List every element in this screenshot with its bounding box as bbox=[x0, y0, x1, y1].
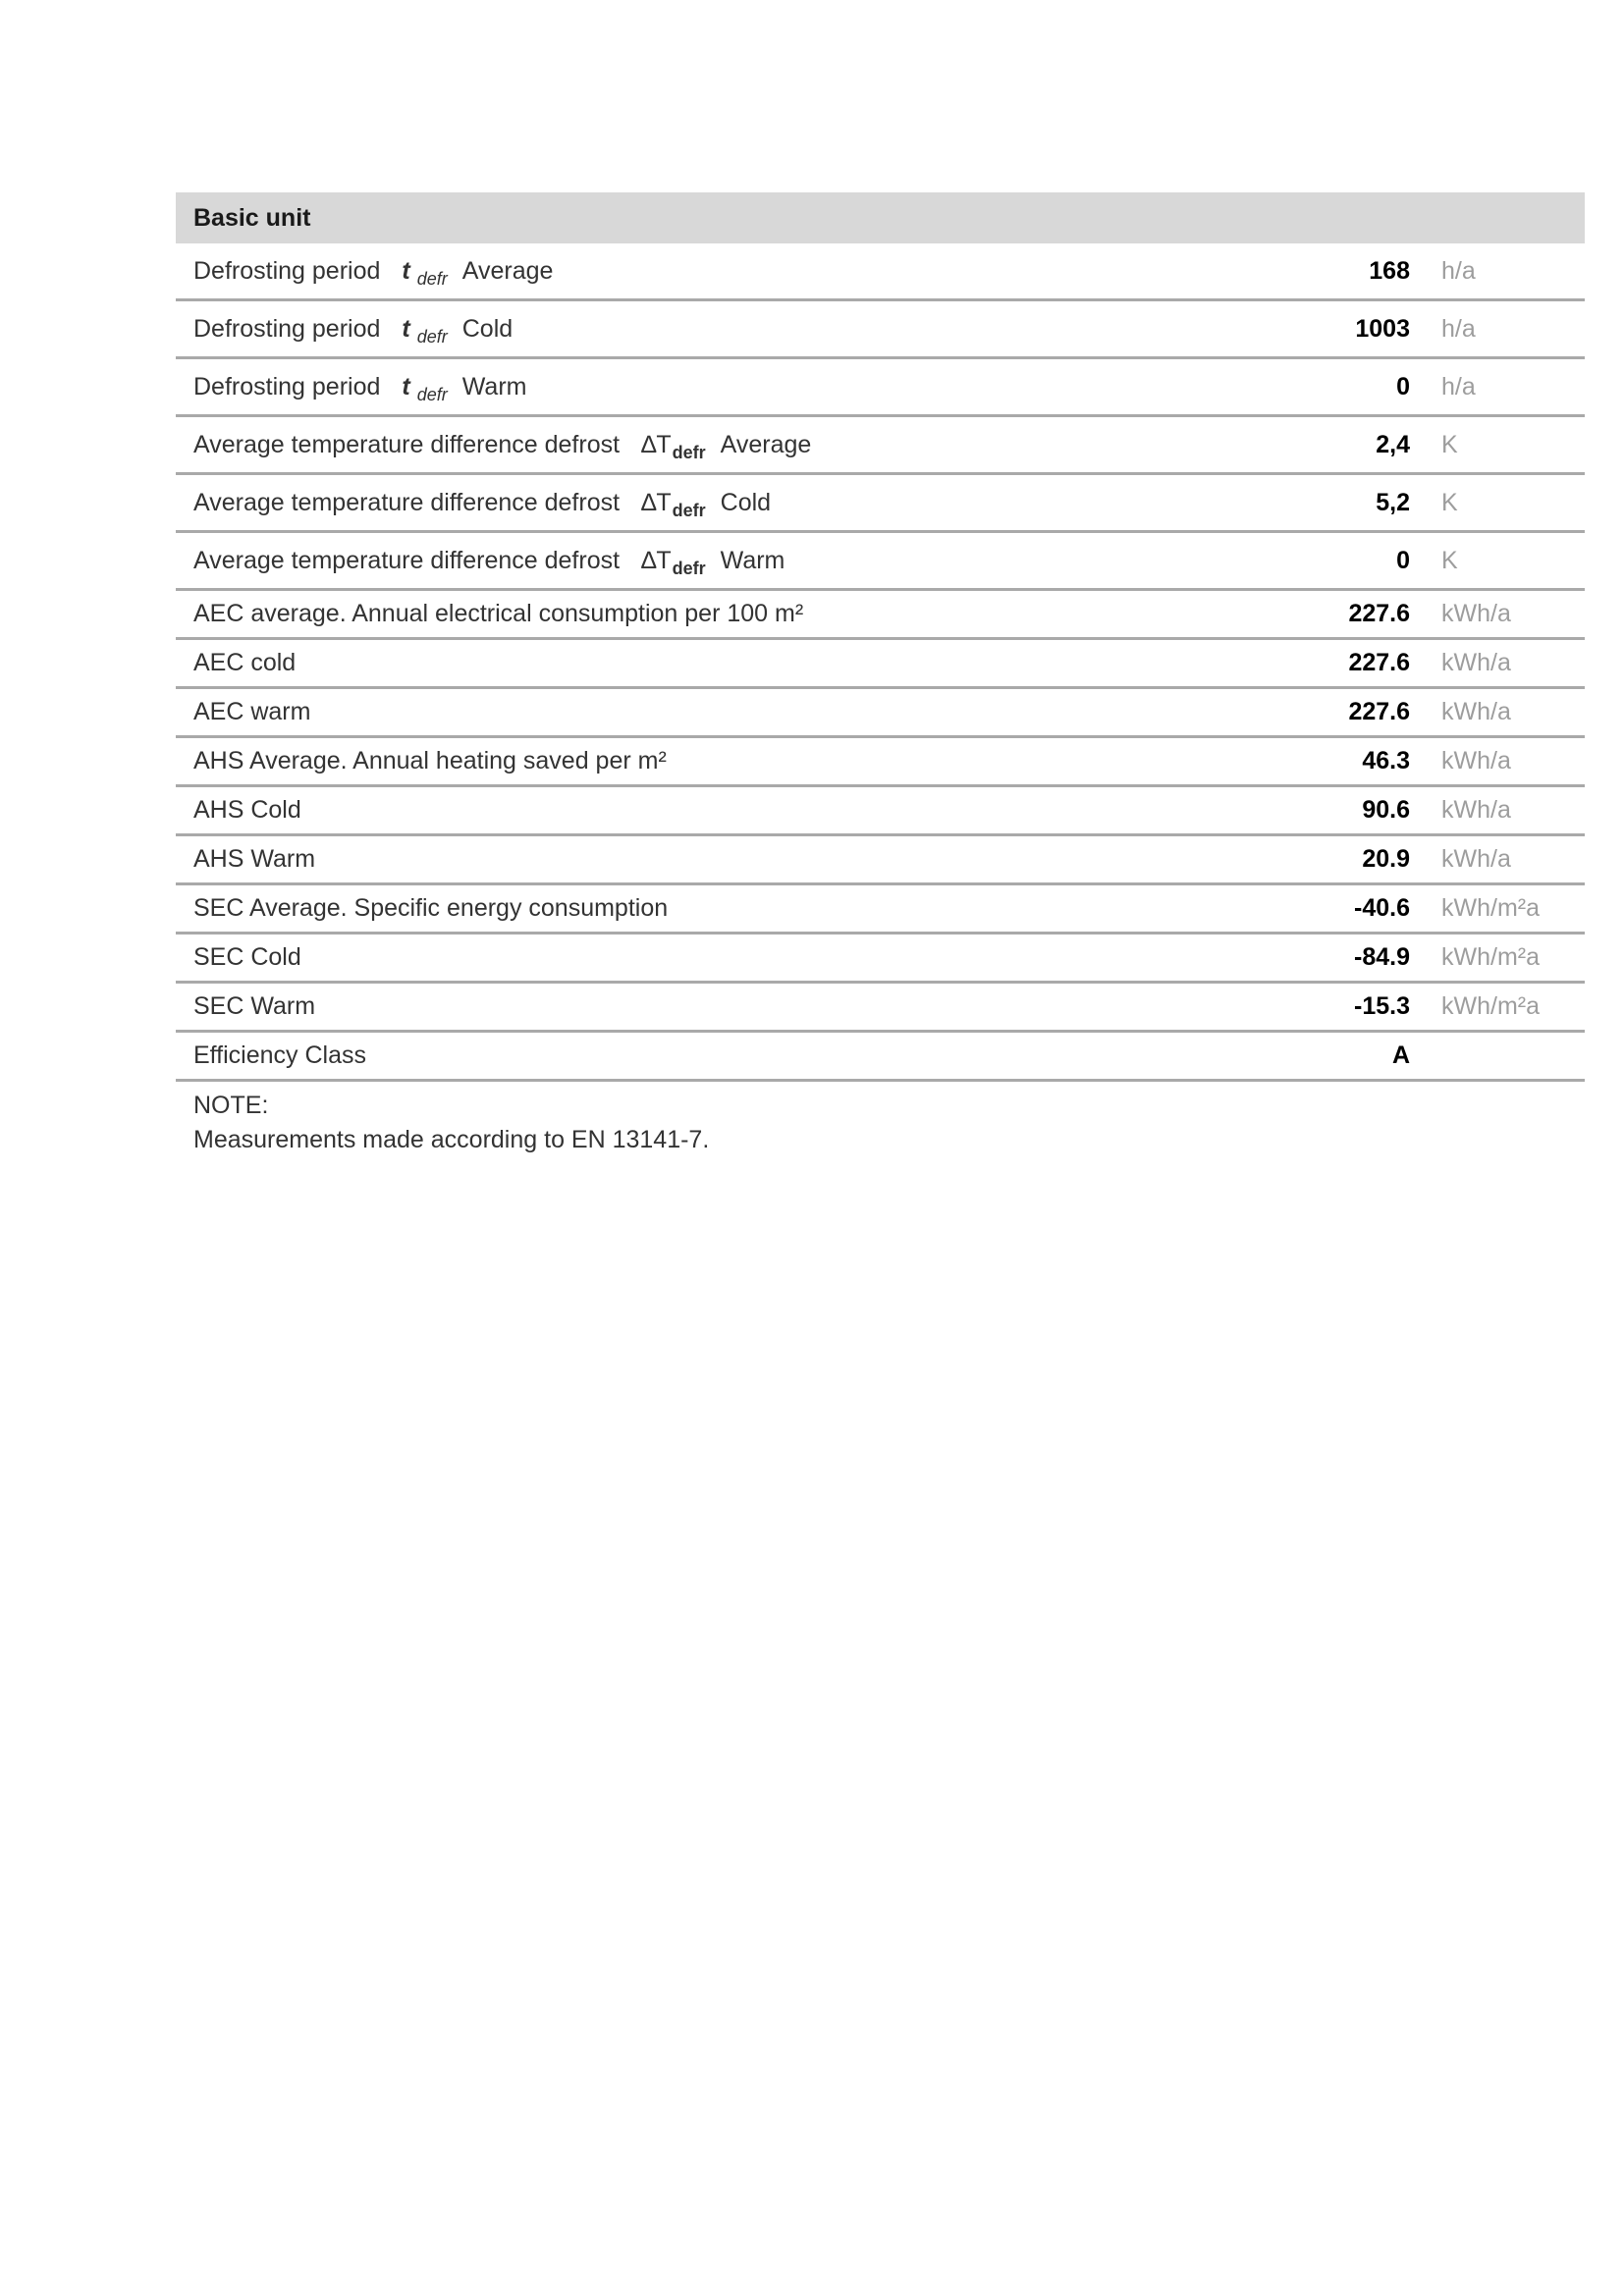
table-row bbox=[176, 640, 1585, 689]
row-qualifier: Cold bbox=[720, 488, 772, 516]
row-unit: kWh/a bbox=[1441, 698, 1511, 725]
formula-base: t bbox=[402, 372, 410, 400]
formula-symbol bbox=[641, 488, 706, 520]
row-unit: kWh/a bbox=[1441, 649, 1511, 676]
row-label-text: Average temperature difference defrost bbox=[193, 546, 621, 574]
row-label-text: SEC Warm bbox=[193, 992, 316, 1020]
row-value: 227.6 bbox=[1348, 698, 1410, 725]
row-label bbox=[193, 747, 1282, 775]
formula-base: t bbox=[402, 314, 410, 343]
row-qualifier: Average bbox=[720, 430, 812, 458]
row-value: 46.3 bbox=[1362, 747, 1410, 774]
table-row bbox=[176, 885, 1585, 934]
row-value: 5,2 bbox=[1376, 488, 1410, 516]
row-value: 1003 bbox=[1355, 314, 1410, 343]
row-label-text: Defrosting period bbox=[193, 314, 381, 343]
basic-unit-table bbox=[176, 192, 1585, 1157]
formula-subscript: defr bbox=[416, 326, 448, 347]
row-qualifier: Warm bbox=[461, 372, 527, 400]
table-row bbox=[176, 591, 1585, 640]
row-label-text: AEC warm bbox=[193, 698, 311, 725]
row-qualifier: Warm bbox=[720, 546, 785, 574]
row-label bbox=[193, 314, 1282, 347]
row-value: 20.9 bbox=[1362, 845, 1410, 873]
row-label-text: Defrosting period bbox=[193, 256, 381, 285]
formula-symbol bbox=[402, 372, 448, 404]
row-label bbox=[193, 845, 1282, 874]
row-value: 0 bbox=[1396, 546, 1410, 574]
formula-subscript: defr bbox=[672, 442, 706, 462]
row-value: -84.9 bbox=[1354, 943, 1410, 971]
row-value: -15.3 bbox=[1354, 992, 1410, 1020]
formula-subscript: defr bbox=[416, 268, 448, 289]
formula-subscript: defr bbox=[416, 384, 448, 404]
table-row bbox=[176, 533, 1585, 591]
note-text: Measurements made according to EN 13141-7. bbox=[193, 1126, 710, 1153]
table-row bbox=[176, 417, 1585, 475]
row-label-text: Defrosting period bbox=[193, 372, 381, 400]
formula-subscript: defr bbox=[672, 558, 706, 578]
note bbox=[193, 1089, 1585, 1157]
formula-symbol bbox=[641, 430, 706, 462]
table-header bbox=[176, 192, 1585, 243]
row-label bbox=[193, 943, 1282, 972]
row-label bbox=[193, 698, 1282, 726]
row-label bbox=[193, 600, 1282, 628]
formula-symbol bbox=[402, 256, 448, 289]
formula-symbol bbox=[402, 314, 448, 347]
formula-base: ∆T bbox=[641, 430, 672, 458]
row-label bbox=[193, 430, 1282, 462]
row-label-text: AEC average. Annual electrical consumption per 100 m² bbox=[193, 600, 804, 627]
row-label bbox=[193, 796, 1282, 825]
table-row bbox=[176, 689, 1585, 738]
formula-subscript: defr bbox=[672, 500, 706, 520]
row-label bbox=[193, 894, 1282, 923]
table-row bbox=[176, 984, 1585, 1033]
row-value: A bbox=[1391, 1041, 1410, 1069]
row-label-text: AEC cold bbox=[193, 649, 297, 676]
row-unit: kWh/a bbox=[1441, 600, 1511, 627]
row-unit: h/a bbox=[1441, 256, 1476, 285]
formula-base: t bbox=[402, 256, 410, 285]
row-qualifier: Cold bbox=[461, 314, 514, 343]
row-label bbox=[193, 372, 1282, 404]
row-unit: h/a bbox=[1441, 314, 1476, 343]
row-label-text: Efficiency Class bbox=[193, 1041, 366, 1069]
row-value: 227.6 bbox=[1348, 649, 1410, 676]
table-row bbox=[176, 301, 1585, 359]
row-label bbox=[193, 992, 1282, 1021]
table-header-title: Basic unit bbox=[193, 203, 311, 232]
row-value: 90.6 bbox=[1362, 796, 1410, 824]
formula-base: ∆T bbox=[641, 546, 672, 574]
row-label-text: Average temperature difference defrost bbox=[193, 488, 621, 516]
formula-symbol bbox=[641, 546, 706, 578]
row-label-text: SEC Average. Specific energy consumption bbox=[193, 894, 669, 922]
row-value: 227.6 bbox=[1348, 600, 1410, 627]
row-label bbox=[193, 256, 1282, 289]
row-label-text: AHS Warm bbox=[193, 845, 316, 873]
row-unit: K bbox=[1441, 488, 1458, 516]
formula-base: ∆T bbox=[641, 488, 672, 516]
row-unit: K bbox=[1441, 430, 1458, 458]
row-value: 0 bbox=[1396, 372, 1410, 400]
row-label-text: AHS Average. Annual heating saved per m² bbox=[193, 747, 667, 774]
table-row bbox=[176, 243, 1585, 301]
row-unit: kWh/a bbox=[1441, 796, 1511, 824]
row-unit: kWh/a bbox=[1441, 747, 1511, 774]
row-label-text: Average temperature difference defrost bbox=[193, 430, 621, 458]
row-unit: kWh/a bbox=[1441, 845, 1511, 873]
row-value: 2,4 bbox=[1376, 430, 1410, 458]
row-value: 168 bbox=[1369, 256, 1410, 285]
row-label-text: AHS Cold bbox=[193, 796, 301, 824]
table-rows bbox=[176, 243, 1585, 1082]
table-row bbox=[176, 836, 1585, 885]
note-label: NOTE: bbox=[193, 1092, 269, 1119]
row-unit: h/a bbox=[1441, 372, 1476, 400]
row-unit: kWh/m²a bbox=[1441, 992, 1540, 1020]
table-row bbox=[176, 934, 1585, 984]
table-row bbox=[176, 1033, 1585, 1082]
row-label bbox=[193, 1041, 1282, 1070]
table-row bbox=[176, 359, 1585, 417]
table-row bbox=[176, 738, 1585, 787]
row-unit: kWh/m²a bbox=[1441, 943, 1540, 971]
row-qualifier: Average bbox=[461, 256, 554, 285]
row-unit: kWh/m²a bbox=[1441, 894, 1540, 922]
table-row bbox=[176, 787, 1585, 836]
row-label-text: SEC Cold bbox=[193, 943, 301, 971]
row-unit: K bbox=[1441, 546, 1458, 574]
row-label bbox=[193, 546, 1282, 578]
row-value: -40.6 bbox=[1354, 894, 1410, 922]
row-label bbox=[193, 649, 1282, 677]
table-row bbox=[176, 475, 1585, 533]
row-label bbox=[193, 488, 1282, 520]
